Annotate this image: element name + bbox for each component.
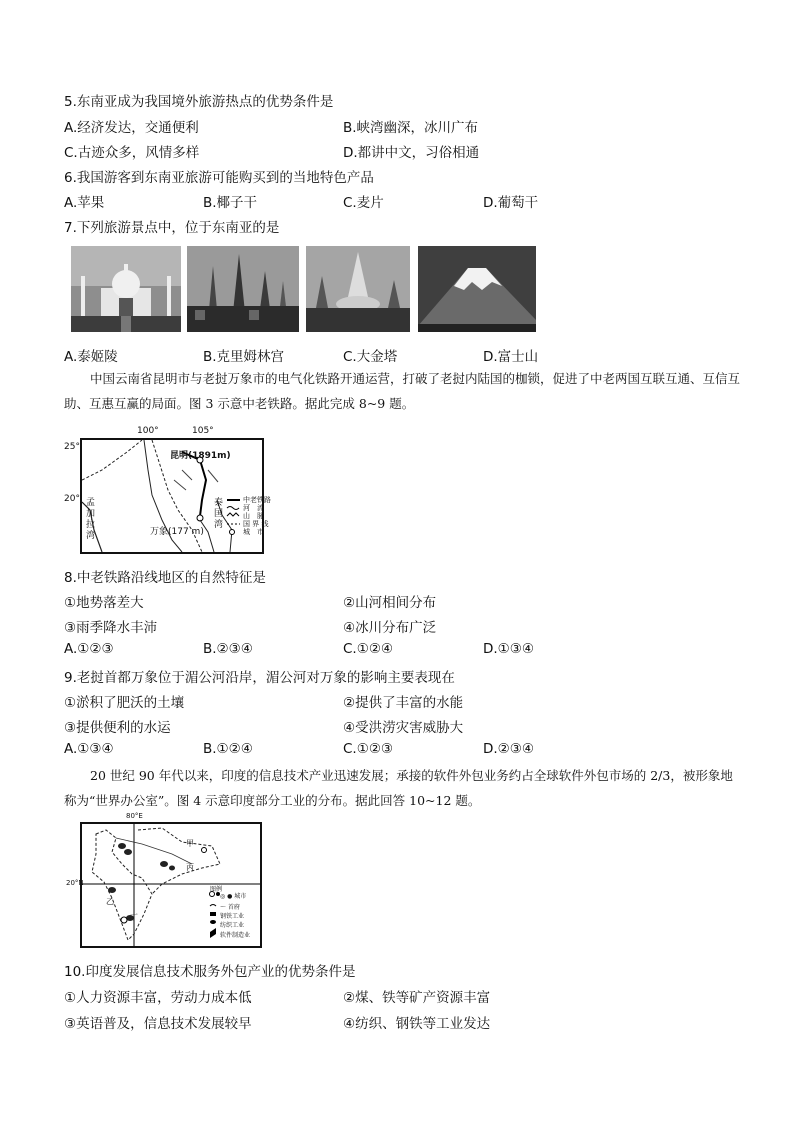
q8-statement-4: ④冰川分布广泛	[343, 620, 437, 636]
map4-legend-capital: ～ 首府	[220, 904, 240, 911]
q8-option-d: D.①③④	[483, 641, 534, 657]
q7-option-d: D.富士山	[483, 349, 539, 365]
q8-option-a: A.①②③	[64, 641, 114, 657]
map4-legend-city: ◎ ● 城市	[220, 893, 247, 900]
q9-option-b: B.①②④	[203, 741, 253, 757]
question-7-stem: 7.下列旅游景点中，位于东南亚的是	[64, 220, 280, 236]
question-10-stem: 10.印度发展信息技术服务外包产业的优势条件是	[64, 964, 356, 980]
map3-bay-of-bengal: 孟加拉湾	[86, 498, 96, 541]
q8-option-c: C.①②④	[343, 641, 394, 657]
map4-legend-textile: 纺织工业	[220, 922, 245, 929]
q6-option-c: C.麦片	[343, 195, 384, 211]
q9-statement-4: ④受洪涝灾害威胁大	[343, 720, 464, 736]
q8-statement-1: ①地势落差大	[64, 595, 144, 611]
question-5-stem: 5.东南亚成为我国境外旅游热点的优势条件是	[64, 94, 334, 110]
q6-option-b: B.椰子干	[203, 195, 258, 211]
photo-shwedagon-pagoda	[306, 246, 410, 332]
map3-lat-20: 20°	[64, 494, 80, 504]
q8-statement-2: ②山河相间分布	[343, 595, 437, 611]
q9-statement-2: ②提供了丰富的水能	[343, 695, 464, 711]
question-9-stem: 9.老挝首都万象位于湄公河沿岸，湄公河对万象的影响主要表现在	[64, 670, 455, 686]
q9-option-c: C.①②③	[343, 741, 394, 757]
q7-option-b: B.克里姆林宫	[203, 349, 285, 365]
photo-kremlin	[187, 246, 299, 332]
q8-option-b: B.②③④	[203, 641, 253, 657]
q5-option-c: C.古迹众多，风情多样	[64, 145, 200, 161]
map4-label-jia: 甲	[186, 839, 194, 848]
q9-option-d: D.②③④	[483, 741, 534, 757]
q10-statement-1: ①人力资源丰富，劳动力成本低	[64, 990, 252, 1006]
map4-legend-steel: 钢铁工业	[220, 913, 245, 920]
q10-statement-4: ④纺织、钢铁等工业发达	[343, 1016, 491, 1032]
map3-city-kunming: 昆明(1891m)	[170, 451, 231, 461]
photo-taj-mahal	[71, 246, 181, 332]
passage-10-12: 20 世纪 90 年代以来，印度的信息技术产业迅速发展；承接的软件外包业务约占全球软件外包市场的 2/3，被形象地称为“世界办公室”。图 4 示意印度部分工业的分布。据此回答 10~12 题。	[64, 768, 733, 808]
map-figure-3	[64, 426, 271, 554]
map3-lon-105: 105°	[192, 426, 214, 436]
q5-option-b: B.峡湾幽深，冰川广布	[343, 120, 479, 136]
map3-legend-city: 城 市	[243, 528, 264, 536]
map4-label-yi: 乙	[106, 897, 114, 906]
map4-label-ding: 丁	[130, 913, 138, 922]
map4-label-bing: 丙	[186, 863, 194, 872]
photo-mount-fuji	[418, 246, 536, 332]
map3-legend-river: 河 流	[243, 504, 264, 512]
q9-option-a: A.①③④	[64, 741, 114, 757]
passage-8-9: 中国云南省昆明市与老挝万象市的电气化铁路开通运营，打破了老挝内陆国的枷锁，促进了中老两国互联互通、互信互助、互惠互赢的局面。图 3 示意中老铁路。据此完成 8~9 题。	[64, 371, 741, 411]
map4-lon-80e: 80°E	[126, 812, 143, 820]
q10-statement-3: ③英语普及，信息技术发展较早	[64, 1016, 252, 1032]
map3-lat-25: 25°	[64, 442, 80, 452]
map4-legend-software: 软件制造业	[220, 932, 251, 939]
map-figure-4	[66, 812, 262, 948]
map3-legend-railway: 中老铁路	[243, 496, 271, 504]
q7-option-a: A.泰姬陵	[64, 349, 118, 365]
q9-statement-3: ③提供便利的水运	[64, 720, 171, 736]
q5-option-a: A.经济发达，交通便利	[64, 120, 199, 136]
q6-option-a: A.苹果	[64, 195, 105, 211]
map3-legend-mountain: 山 脉	[243, 512, 264, 520]
q10-statement-2: ②煤、铁等矿产资源丰富	[343, 990, 491, 1006]
question-6-stem: 6.我国游客到东南亚旅游可能购买到的当地特色产品	[64, 170, 374, 186]
q9-statement-1: ①淤积了肥沃的土壤	[64, 695, 185, 711]
question-8-stem: 8.中老铁路沿线地区的自然特征是	[64, 570, 266, 586]
q6-option-d: D.葡萄干	[483, 195, 539, 211]
map4-lat-20n: 20°N	[66, 879, 84, 887]
q7-option-c: C.大金塔	[343, 349, 398, 365]
map3-legend-border: 国 界 线	[243, 520, 269, 528]
q5-option-d: D.都讲中文，习俗相通	[343, 145, 480, 161]
map4-legend-title: 图例	[210, 886, 223, 893]
q8-statement-3: ③雨季降水丰沛	[64, 620, 158, 636]
map3-lon-100: 100°	[137, 426, 159, 436]
map3-city-vientiane: 万象(177 m)	[150, 527, 204, 537]
map3-gulf-of-thailand: 泰国湾	[214, 498, 224, 530]
